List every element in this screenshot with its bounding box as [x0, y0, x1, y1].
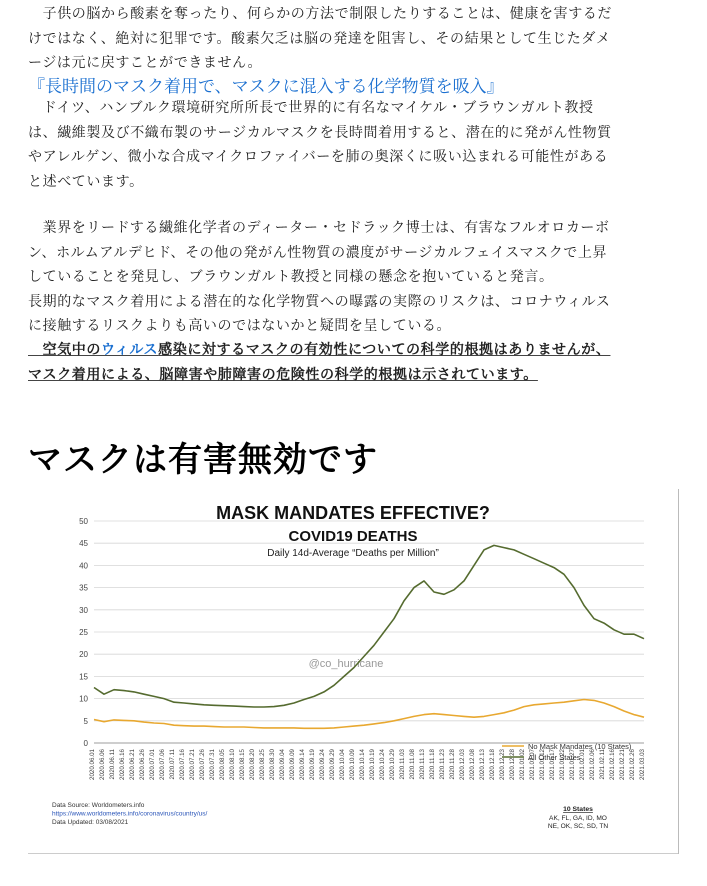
paragraph-oxygen	[28, 2, 674, 76]
x-tick-label: 2020.11.28	[449, 749, 456, 780]
x-tick-label: 2020.10.14	[359, 749, 366, 780]
x-tick-label: 2020.10.04	[339, 749, 346, 780]
source-text: Data Source: Worldometers.info	[52, 802, 145, 809]
x-tick-label: 2020.07.01	[149, 749, 156, 780]
divider	[28, 853, 678, 854]
paragraph-sedlak	[28, 216, 674, 339]
y-tick-label: 20	[79, 650, 88, 660]
emphasis-text: 空気中の	[28, 342, 101, 358]
y-tick-label: 35	[79, 583, 88, 593]
chart-subtitle: COVID19 DEATHS	[288, 528, 418, 545]
x-tick-label: 2020.08.05	[219, 749, 226, 780]
x-tick-label: 2020.11.03	[399, 749, 406, 780]
x-tick-label: 2020.09.24	[319, 749, 326, 780]
x-tick-label: 2020.06.06	[99, 749, 106, 780]
x-tick-label: 2020.11.23	[439, 749, 446, 780]
x-tick-label: 2020.06.26	[139, 749, 146, 780]
x-tick-label: 2021.01.02	[519, 749, 526, 780]
states-text: AK, FL, GA, ID, MO	[549, 815, 607, 822]
chart-subtitle-2: Daily 14d-Average “Deaths per Million”	[267, 548, 439, 559]
x-tick-label: 2021.01.27	[569, 749, 576, 780]
x-tick-label: 2020.06.16	[119, 749, 126, 780]
x-tick-label: 2020.12.13	[479, 749, 486, 780]
x-tick-label: 2020.08.10	[229, 749, 236, 780]
text-line: していることを発見し、ブラウンガルト教授と同様の懸念を抱いていると発言。	[28, 269, 554, 285]
states-text: NE, OK, SC, SD, TN	[547, 823, 609, 830]
y-tick-label: 45	[79, 539, 88, 549]
section-title: マスクは有害無効です	[28, 440, 378, 480]
y-tick-label: 30	[79, 605, 88, 615]
x-tick-label: 2020.06.11	[109, 749, 116, 780]
y-tick-label: 40	[79, 561, 88, 571]
x-tick-label: 2021.01.17	[549, 749, 556, 780]
y-tick-label: 15	[79, 672, 88, 682]
y-tick-label: 0	[83, 739, 88, 748]
x-tick-label: 2021.01.12	[539, 749, 546, 780]
text-line: やアレルゲン、微小な合成マイクロファイバーを肺の奥深くに吸い込まれる可能性がある	[28, 149, 609, 165]
x-tick-label: 2020.10.24	[379, 749, 386, 780]
emphasis-line	[28, 338, 674, 363]
text-line: けではなく、絶対に犯罪です。酸素欠乏は脳の発達を阻害し、その結果として生じたダメ	[28, 30, 611, 47]
x-tick-label: 2021.02.01	[579, 749, 586, 780]
x-tick-label: 2021.01.07	[529, 749, 536, 780]
y-tick-label: 50	[79, 517, 88, 526]
y-tick-label: 25	[79, 628, 88, 637]
chart-title: MASK MANDATES EFFECTIVE?	[216, 503, 490, 523]
x-tick-label: 2020.11.08	[409, 749, 416, 780]
x-tick-label: 2020.07.16	[179, 749, 186, 780]
x-tick-label: 2020.07.21	[189, 749, 196, 780]
text-line: 子供の脳から酸素を奪ったり、何らかの方法で制限したりすることは、健康を害するだ	[28, 6, 612, 22]
text-line: に接触するリスクよりも高いのではないかと疑問を呈している。	[28, 318, 452, 334]
y-tick-label: 10	[79, 694, 88, 704]
paragraph-braungart	[28, 96, 674, 194]
text-line: と述べています。	[28, 173, 144, 190]
states-title: 10 States	[563, 806, 593, 813]
y-tick-label: 5	[83, 716, 88, 726]
x-tick-label: 2020.06.21	[129, 749, 136, 780]
legend-label: No Mask Mandates (10 States)	[528, 742, 632, 751]
x-tick-label: 2020.09.14	[299, 749, 306, 780]
source-text: Data Updated: 03/08/2021	[52, 819, 129, 826]
x-tick-label: 2020.08.30	[269, 749, 276, 780]
series-line-all-other	[94, 545, 644, 707]
x-tick-label: 2020.12.18	[489, 749, 496, 780]
text-line: ドイツ、ハンブルク環境研究所所長で世界的に有名なマイケル・ブラウンガルト教授	[28, 100, 594, 116]
text-line: ン、ホルムアルデヒド、その他の発がん性物質の濃度がサージカルフェイスマスクで上昇	[28, 244, 608, 261]
x-tick-label: 2021.03.03	[639, 749, 646, 780]
x-tick-label: 2020.10.29	[389, 749, 396, 780]
text-line: ージは元に戻すことができません。	[28, 55, 263, 71]
x-tick-label: 2020.11.13	[419, 749, 426, 780]
x-tick-label: 2020.11.18	[429, 749, 436, 780]
emphasis-block	[28, 338, 674, 387]
source-text: https://www.worldometers.info/coronavirus/country/us/	[52, 810, 208, 818]
section-heading-blue: 『長時間のマスク着用で、マスクに混入する化学物質を吸入』	[28, 77, 504, 97]
x-tick-label: 2020.12.03	[459, 749, 466, 780]
x-tick-label: 2020.08.15	[239, 749, 246, 780]
x-tick-label: 2020.08.20	[249, 749, 256, 780]
x-tick-label: 2021.02.06	[589, 749, 596, 780]
x-tick-label: 2020.10.19	[369, 749, 376, 780]
virus-link[interactable]: ウィルス	[101, 342, 159, 358]
legend-label: All Other States	[528, 753, 581, 762]
series-line-no-mask	[94, 700, 644, 729]
x-tick-label: 2020.09.19	[309, 749, 316, 780]
x-tick-label: 2020.06.01	[89, 749, 96, 780]
x-tick-label: 2020.10.09	[349, 749, 356, 780]
x-tick-label: 2021.02.26	[629, 749, 636, 780]
emphasis-text: 感染に対するマスクの有効性についての科学的根拠はありませんが、	[158, 342, 611, 358]
x-tick-label: 2020.07.11	[169, 749, 176, 780]
x-tick-label: 2020.09.04	[279, 749, 286, 780]
x-tick-label: 2020.12.28	[509, 749, 516, 780]
x-tick-label: 2020.07.31	[209, 749, 216, 780]
x-tick-label: 2021.02.11	[599, 749, 606, 780]
x-tick-label: 2021.02.16	[609, 749, 616, 780]
x-tick-label: 2020.09.09	[289, 749, 296, 780]
watermark: @co_hurricane	[308, 658, 384, 670]
x-tick-label: 2020.07.06	[159, 749, 166, 780]
emphasis-line: マスク着用による、脳障害や肺障害の危険性の科学的根拠は示されています。	[28, 366, 538, 383]
x-tick-label: 2020.12.08	[469, 749, 476, 780]
x-tick-label: 2020.07.26	[199, 749, 206, 780]
text-line: は、繊維製及び不織布製のサージカルマスクを長時間着用すると、潜在的に発がん性物質	[28, 124, 612, 141]
line-chart	[28, 489, 678, 853]
chart-image	[28, 489, 679, 854]
x-tick-label: 2020.09.29	[329, 749, 336, 780]
x-tick-label: 2021.02.21	[619, 749, 626, 780]
text-line: 業界をリードする繊維化学者のディーター・セドラック博士は、有害なフルオロカーボ	[28, 220, 610, 236]
x-tick-label: 2021.01.22	[559, 749, 566, 780]
text-line: 長期的なマスク着用による潜在的な化学物質への曝露の実際のリスクは、コロナウィルス	[28, 293, 611, 310]
x-tick-label: 2020.12.23	[499, 749, 506, 780]
x-tick-label: 2020.08.25	[259, 749, 266, 780]
